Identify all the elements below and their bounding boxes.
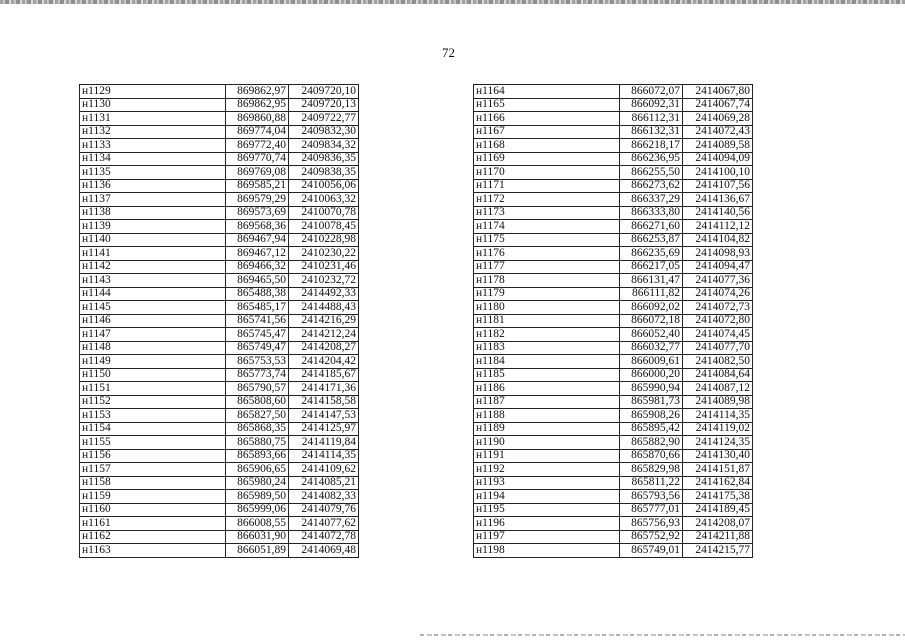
table-row xyxy=(80,220,359,234)
x-coordinate-cell: 866052,40 xyxy=(620,328,683,342)
y-coordinate-cell: 2414072,78 xyxy=(289,530,359,544)
y-coordinate-cell: 2414119,84 xyxy=(289,436,359,450)
x-coordinate-cell: 865790,57 xyxy=(226,382,289,396)
point-id-cell: н1141 xyxy=(80,247,226,261)
table-row xyxy=(80,274,359,288)
y-coordinate-cell: 2414140,56 xyxy=(683,206,753,220)
x-coordinate-cell: 866111,82 xyxy=(620,287,683,301)
point-id-cell: н1129 xyxy=(80,85,226,99)
table-row xyxy=(80,206,359,220)
table-row xyxy=(80,449,359,463)
table-row xyxy=(474,287,753,301)
y-coordinate-cell: 2414069,48 xyxy=(289,544,359,558)
point-id-cell: н1139 xyxy=(80,220,226,234)
table-row xyxy=(474,206,753,220)
x-coordinate-cell: 866131,47 xyxy=(620,274,683,288)
point-id-cell: н1154 xyxy=(80,422,226,436)
y-coordinate-cell: 2414072,80 xyxy=(683,314,753,328)
y-coordinate-cell: 2414107,56 xyxy=(683,179,753,193)
point-id-cell: н1179 xyxy=(474,287,620,301)
table-row xyxy=(474,85,753,99)
point-id-cell: н1133 xyxy=(80,139,226,153)
table-row xyxy=(80,125,359,139)
y-coordinate-cell: 2414104,82 xyxy=(683,233,753,247)
point-id-cell: н1186 xyxy=(474,382,620,396)
table-row xyxy=(80,409,359,423)
x-coordinate-cell: 865749,47 xyxy=(226,341,289,355)
x-coordinate-cell: 866236,95 xyxy=(620,152,683,166)
y-coordinate-cell: 2414087,12 xyxy=(683,382,753,396)
y-coordinate-cell: 2410070,78 xyxy=(289,206,359,220)
table-row xyxy=(80,382,359,396)
y-coordinate-cell: 2409720,13 xyxy=(289,98,359,112)
table-row xyxy=(80,98,359,112)
y-coordinate-cell: 2414204,42 xyxy=(289,355,359,369)
y-coordinate-cell: 2414074,45 xyxy=(683,328,753,342)
point-id-cell: н1190 xyxy=(474,436,620,450)
point-id-cell: н1164 xyxy=(474,85,620,99)
x-coordinate-cell: 865745,47 xyxy=(226,328,289,342)
table-body xyxy=(474,85,753,558)
y-coordinate-cell: 2409836,35 xyxy=(289,152,359,166)
x-coordinate-cell: 869579,29 xyxy=(226,193,289,207)
x-coordinate-cell: 865808,60 xyxy=(226,395,289,409)
table-row xyxy=(474,247,753,261)
x-coordinate-cell: 866253,87 xyxy=(620,233,683,247)
x-coordinate-cell: 865752,92 xyxy=(620,530,683,544)
table-row xyxy=(474,436,753,450)
point-id-cell: н1148 xyxy=(80,341,226,355)
x-coordinate-cell: 866051,89 xyxy=(226,544,289,558)
point-id-cell: н1198 xyxy=(474,544,620,558)
scan-edge-bottom xyxy=(420,634,905,636)
point-id-cell: н1181 xyxy=(474,314,620,328)
y-coordinate-cell: 2410232,72 xyxy=(289,274,359,288)
x-coordinate-cell: 865753,53 xyxy=(226,355,289,369)
y-coordinate-cell: 2414130,40 xyxy=(683,449,753,463)
point-id-cell: н1131 xyxy=(80,112,226,126)
y-coordinate-cell: 2414136,67 xyxy=(683,193,753,207)
x-coordinate-cell: 866008,55 xyxy=(226,517,289,531)
point-id-cell: н1177 xyxy=(474,260,620,274)
point-id-cell: н1156 xyxy=(80,449,226,463)
y-coordinate-cell: 2414109,62 xyxy=(289,463,359,477)
table-row xyxy=(80,233,359,247)
x-coordinate-cell: 865895,42 xyxy=(620,422,683,436)
x-coordinate-cell: 865777,01 xyxy=(620,503,683,517)
x-coordinate-cell: 869573,69 xyxy=(226,206,289,220)
table-row xyxy=(474,314,753,328)
point-id-cell: н1178 xyxy=(474,274,620,288)
x-coordinate-cell: 866132,31 xyxy=(620,125,683,139)
point-id-cell: н1155 xyxy=(80,436,226,450)
x-coordinate-cell: 865893,66 xyxy=(226,449,289,463)
table-row xyxy=(474,193,753,207)
table-row xyxy=(80,503,359,517)
y-coordinate-cell: 2414098,93 xyxy=(683,247,753,261)
table-row xyxy=(80,341,359,355)
table-row xyxy=(474,368,753,382)
y-coordinate-cell: 2409722,77 xyxy=(289,112,359,126)
x-coordinate-cell: 866271,60 xyxy=(620,220,683,234)
y-coordinate-cell: 2410063,32 xyxy=(289,193,359,207)
table-row xyxy=(474,125,753,139)
table-row xyxy=(80,355,359,369)
y-coordinate-cell: 2409832,30 xyxy=(289,125,359,139)
table-row xyxy=(474,463,753,477)
x-coordinate-cell: 866032,77 xyxy=(620,341,683,355)
x-coordinate-cell: 869770,74 xyxy=(226,152,289,166)
point-id-cell: н1175 xyxy=(474,233,620,247)
x-coordinate-cell: 869772,40 xyxy=(226,139,289,153)
y-coordinate-cell: 2414082,33 xyxy=(289,490,359,504)
x-coordinate-cell: 866000,20 xyxy=(620,368,683,382)
point-id-cell: н1191 xyxy=(474,449,620,463)
point-id-cell: н1157 xyxy=(80,463,226,477)
table-row xyxy=(474,476,753,490)
table-row xyxy=(80,328,359,342)
point-id-cell: н1161 xyxy=(80,517,226,531)
point-id-cell: н1176 xyxy=(474,247,620,261)
x-coordinate-cell: 865773,74 xyxy=(226,368,289,382)
y-coordinate-cell: 2414215,77 xyxy=(683,544,753,558)
point-id-cell: н1151 xyxy=(80,382,226,396)
y-coordinate-cell: 2414094,09 xyxy=(683,152,753,166)
point-id-cell: н1130 xyxy=(80,98,226,112)
point-id-cell: н1194 xyxy=(474,490,620,504)
y-coordinate-cell: 2414185,67 xyxy=(289,368,359,382)
x-coordinate-cell: 865999,06 xyxy=(226,503,289,517)
point-id-cell: н1172 xyxy=(474,193,620,207)
x-coordinate-cell: 865908,26 xyxy=(620,409,683,423)
y-coordinate-cell: 2414147,53 xyxy=(289,409,359,423)
y-coordinate-cell: 2409834,32 xyxy=(289,139,359,153)
x-coordinate-cell: 866112,31 xyxy=(620,112,683,126)
y-coordinate-cell: 2414114,35 xyxy=(683,409,753,423)
table-row xyxy=(474,341,753,355)
table-row xyxy=(474,449,753,463)
table-row xyxy=(474,544,753,558)
point-id-cell: н1171 xyxy=(474,179,620,193)
point-id-cell: н1146 xyxy=(80,314,226,328)
point-id-cell: н1143 xyxy=(80,274,226,288)
table-row xyxy=(474,409,753,423)
y-coordinate-cell: 2414114,35 xyxy=(289,449,359,463)
point-id-cell: н1165 xyxy=(474,98,620,112)
table-row xyxy=(474,328,753,342)
y-coordinate-cell: 2414125,97 xyxy=(289,422,359,436)
y-coordinate-cell: 2409838,35 xyxy=(289,166,359,180)
table-row xyxy=(474,503,753,517)
table-row xyxy=(80,179,359,193)
y-coordinate-cell: 2414208,27 xyxy=(289,341,359,355)
scan-edge-top xyxy=(0,0,905,4)
x-coordinate-cell: 869862,97 xyxy=(226,85,289,99)
y-coordinate-cell: 2414072,73 xyxy=(683,301,753,315)
y-coordinate-cell: 2414216,29 xyxy=(289,314,359,328)
y-coordinate-cell: 2414079,76 xyxy=(289,503,359,517)
x-coordinate-cell: 865749,01 xyxy=(620,544,683,558)
point-id-cell: н1187 xyxy=(474,395,620,409)
table-row xyxy=(474,422,753,436)
x-coordinate-cell: 865882,90 xyxy=(620,436,683,450)
x-coordinate-cell: 865990,94 xyxy=(620,382,683,396)
point-id-cell: н1137 xyxy=(80,193,226,207)
table-row xyxy=(80,287,359,301)
y-coordinate-cell: 2410078,45 xyxy=(289,220,359,234)
x-coordinate-cell: 865868,35 xyxy=(226,422,289,436)
point-id-cell: н1174 xyxy=(474,220,620,234)
y-coordinate-cell: 2414488,43 xyxy=(289,301,359,315)
y-coordinate-cell: 2414151,87 xyxy=(683,463,753,477)
x-coordinate-cell: 869860,88 xyxy=(226,112,289,126)
x-coordinate-cell: 866072,18 xyxy=(620,314,683,328)
table-row xyxy=(474,355,753,369)
table-row xyxy=(80,476,359,490)
point-id-cell: н1183 xyxy=(474,341,620,355)
table-row xyxy=(80,368,359,382)
table-row xyxy=(474,152,753,166)
y-coordinate-cell: 2414119,02 xyxy=(683,422,753,436)
y-coordinate-cell: 2414175,38 xyxy=(683,490,753,504)
table-row xyxy=(80,193,359,207)
y-coordinate-cell: 2409720,10 xyxy=(289,85,359,99)
point-id-cell: н1167 xyxy=(474,125,620,139)
point-id-cell: н1169 xyxy=(474,152,620,166)
point-id-cell: н1180 xyxy=(474,301,620,315)
y-coordinate-cell: 2414067,80 xyxy=(683,85,753,99)
y-coordinate-cell: 2414171,36 xyxy=(289,382,359,396)
point-id-cell: н1152 xyxy=(80,395,226,409)
table-row xyxy=(80,463,359,477)
table-row xyxy=(80,166,359,180)
x-coordinate-cell: 869466,32 xyxy=(226,260,289,274)
y-coordinate-cell: 2410230,22 xyxy=(289,247,359,261)
table-row xyxy=(80,544,359,558)
y-coordinate-cell: 2414082,50 xyxy=(683,355,753,369)
point-id-cell: н1168 xyxy=(474,139,620,153)
table-row xyxy=(80,85,359,99)
table-row xyxy=(474,260,753,274)
x-coordinate-cell: 865980,24 xyxy=(226,476,289,490)
x-coordinate-cell: 866009,61 xyxy=(620,355,683,369)
y-coordinate-cell: 2410228,98 xyxy=(289,233,359,247)
point-id-cell: н1189 xyxy=(474,422,620,436)
x-coordinate-cell: 869465,50 xyxy=(226,274,289,288)
table-row xyxy=(80,152,359,166)
point-id-cell: н1184 xyxy=(474,355,620,369)
point-id-cell: н1140 xyxy=(80,233,226,247)
x-coordinate-cell: 866273,62 xyxy=(620,179,683,193)
table-row xyxy=(474,530,753,544)
table-row xyxy=(80,247,359,261)
x-coordinate-cell: 865741,56 xyxy=(226,314,289,328)
y-coordinate-cell: 2414077,36 xyxy=(683,274,753,288)
x-coordinate-cell: 869585,21 xyxy=(226,179,289,193)
point-id-cell: н1149 xyxy=(80,355,226,369)
point-id-cell: н1136 xyxy=(80,179,226,193)
x-coordinate-cell: 865793,56 xyxy=(620,490,683,504)
y-coordinate-cell: 2410056,06 xyxy=(289,179,359,193)
y-coordinate-cell: 2414189,45 xyxy=(683,503,753,517)
y-coordinate-cell: 2414074,26 xyxy=(683,287,753,301)
table-row xyxy=(80,436,359,450)
x-coordinate-cell: 865880,75 xyxy=(226,436,289,450)
y-coordinate-cell: 2414077,62 xyxy=(289,517,359,531)
x-coordinate-cell: 866333,80 xyxy=(620,206,683,220)
x-coordinate-cell: 866218,17 xyxy=(620,139,683,153)
x-coordinate-cell: 866031,90 xyxy=(226,530,289,544)
point-id-cell: н1132 xyxy=(80,125,226,139)
point-id-cell: н1142 xyxy=(80,260,226,274)
table-row xyxy=(474,490,753,504)
table-row xyxy=(474,98,753,112)
x-coordinate-cell: 869467,94 xyxy=(226,233,289,247)
table-row xyxy=(80,139,359,153)
point-id-cell: н1147 xyxy=(80,328,226,342)
table-row xyxy=(474,517,753,531)
y-coordinate-cell: 2414089,98 xyxy=(683,395,753,409)
x-coordinate-cell: 866072,07 xyxy=(620,85,683,99)
x-coordinate-cell: 865827,50 xyxy=(226,409,289,423)
y-coordinate-cell: 2414089,58 xyxy=(683,139,753,153)
table-row xyxy=(474,301,753,315)
x-coordinate-cell: 869862,95 xyxy=(226,98,289,112)
y-coordinate-cell: 2414492,33 xyxy=(289,287,359,301)
x-coordinate-cell: 866092,31 xyxy=(620,98,683,112)
point-id-cell: н1193 xyxy=(474,476,620,490)
table-row xyxy=(80,260,359,274)
table-body xyxy=(80,85,359,558)
table-row xyxy=(80,517,359,531)
y-coordinate-cell: 2414112,12 xyxy=(683,220,753,234)
table-row xyxy=(474,274,753,288)
y-coordinate-cell: 2414069,28 xyxy=(683,112,753,126)
x-coordinate-cell: 865906,65 xyxy=(226,463,289,477)
point-id-cell: н1159 xyxy=(80,490,226,504)
point-id-cell: н1197 xyxy=(474,530,620,544)
point-id-cell: н1170 xyxy=(474,166,620,180)
point-id-cell: н1162 xyxy=(80,530,226,544)
point-id-cell: н1185 xyxy=(474,368,620,382)
point-id-cell: н1138 xyxy=(80,206,226,220)
point-id-cell: н1153 xyxy=(80,409,226,423)
point-id-cell: н1188 xyxy=(474,409,620,423)
x-coordinate-cell: 865989,50 xyxy=(226,490,289,504)
point-id-cell: н1145 xyxy=(80,301,226,315)
point-id-cell: н1196 xyxy=(474,517,620,531)
x-coordinate-cell: 865811,22 xyxy=(620,476,683,490)
coordinates-table-left xyxy=(79,84,359,558)
table-row xyxy=(80,395,359,409)
y-coordinate-cell: 2414077,70 xyxy=(683,341,753,355)
point-id-cell: н1135 xyxy=(80,166,226,180)
x-coordinate-cell: 865870,66 xyxy=(620,449,683,463)
y-coordinate-cell: 2414072,43 xyxy=(683,125,753,139)
table-row xyxy=(80,314,359,328)
table-row xyxy=(474,166,753,180)
x-coordinate-cell: 866217,05 xyxy=(620,260,683,274)
table-row xyxy=(474,112,753,126)
point-id-cell: н1192 xyxy=(474,463,620,477)
y-coordinate-cell: 2414162,84 xyxy=(683,476,753,490)
y-coordinate-cell: 2414094,47 xyxy=(683,260,753,274)
table-row xyxy=(80,490,359,504)
table-row xyxy=(474,382,753,396)
x-coordinate-cell: 865485,17 xyxy=(226,301,289,315)
y-coordinate-cell: 2414085,21 xyxy=(289,476,359,490)
x-coordinate-cell: 869774,04 xyxy=(226,125,289,139)
y-coordinate-cell: 2414211,88 xyxy=(683,530,753,544)
table-row xyxy=(474,220,753,234)
point-id-cell: н1173 xyxy=(474,206,620,220)
table-row xyxy=(80,422,359,436)
point-id-cell: н1144 xyxy=(80,287,226,301)
y-coordinate-cell: 2414124,35 xyxy=(683,436,753,450)
point-id-cell: н1163 xyxy=(80,544,226,558)
y-coordinate-cell: 2414208,07 xyxy=(683,517,753,531)
x-coordinate-cell: 866235,69 xyxy=(620,247,683,261)
x-coordinate-cell: 869467,12 xyxy=(226,247,289,261)
y-coordinate-cell: 2414084,64 xyxy=(683,368,753,382)
table-row xyxy=(80,301,359,315)
y-coordinate-cell: 2414158,58 xyxy=(289,395,359,409)
x-coordinate-cell: 865488,38 xyxy=(226,287,289,301)
point-id-cell: н1195 xyxy=(474,503,620,517)
y-coordinate-cell: 2414067,74 xyxy=(683,98,753,112)
coordinates-table-right xyxy=(473,84,753,558)
table-row xyxy=(474,395,753,409)
x-coordinate-cell: 866092,02 xyxy=(620,301,683,315)
y-coordinate-cell: 2410231,46 xyxy=(289,260,359,274)
y-coordinate-cell: 2414212,24 xyxy=(289,328,359,342)
x-coordinate-cell: 866337,29 xyxy=(620,193,683,207)
point-id-cell: н1158 xyxy=(80,476,226,490)
point-id-cell: н1166 xyxy=(474,112,620,126)
table-row xyxy=(80,530,359,544)
table-row xyxy=(474,233,753,247)
y-coordinate-cell: 2414100,10 xyxy=(683,166,753,180)
point-id-cell: н1182 xyxy=(474,328,620,342)
page-number: 72 xyxy=(442,45,455,60)
table-row xyxy=(474,139,753,153)
point-id-cell: н1150 xyxy=(80,368,226,382)
point-id-cell: н1134 xyxy=(80,152,226,166)
table-row xyxy=(80,112,359,126)
x-coordinate-cell: 865829,98 xyxy=(620,463,683,477)
table-row xyxy=(474,179,753,193)
x-coordinate-cell: 866255,50 xyxy=(620,166,683,180)
x-coordinate-cell: 865981,73 xyxy=(620,395,683,409)
x-coordinate-cell: 869769,08 xyxy=(226,166,289,180)
x-coordinate-cell: 865756,93 xyxy=(620,517,683,531)
x-coordinate-cell: 869568,36 xyxy=(226,220,289,234)
point-id-cell: н1160 xyxy=(80,503,226,517)
